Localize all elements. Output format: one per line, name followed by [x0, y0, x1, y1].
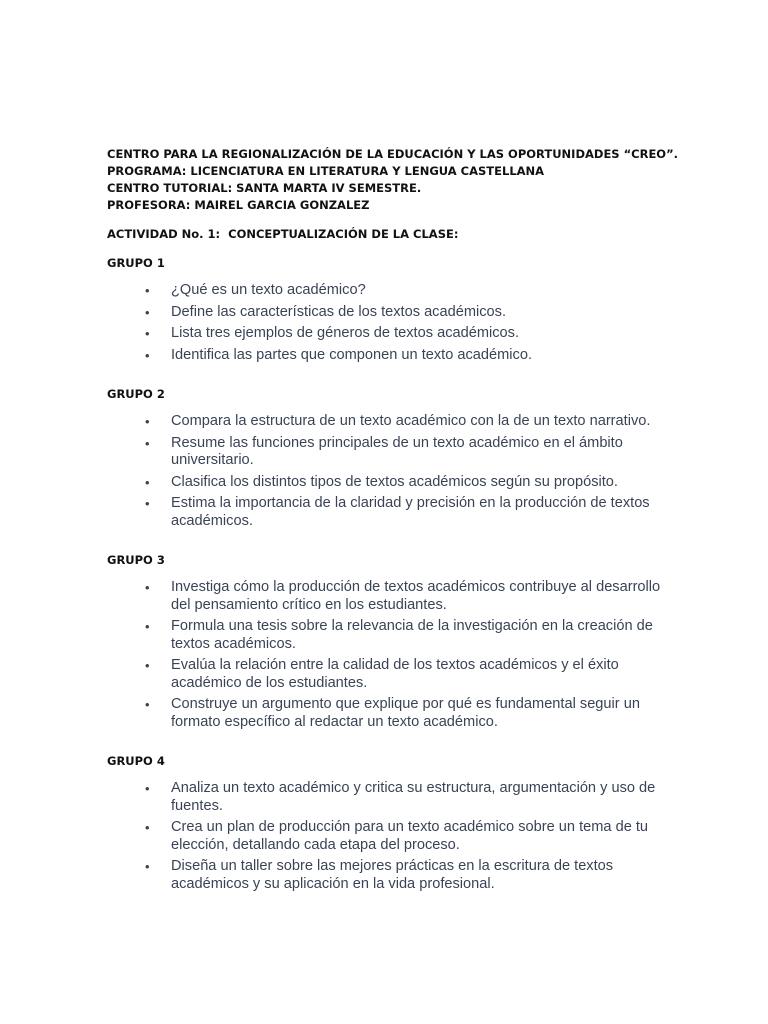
list-item-text: Crea un plan de producción para un texto académico sobre un tema de tu elección, detallando cada etapa del proceso.	[171, 819, 649, 853]
group-title: GRUPO 4	[107, 754, 165, 768]
list-item-text: Analiza un texto académico y critica su estructura, argumentación y uso de fuentes.	[171, 780, 656, 814]
list-item-text: Identifica las partes que componen un texto académico.	[171, 346, 533, 363]
bullet-icon: •	[145, 781, 150, 796]
group-title: GRUPO 3	[107, 553, 165, 567]
bullet-icon: •	[145, 326, 150, 341]
list-item	[145, 618, 668, 653]
list-item	[145, 474, 668, 492]
header-program: PROGRAMA: LICENCIATURA EN LITERATURA Y LENGUA CASTELLANA	[107, 164, 545, 178]
list-item	[145, 435, 668, 470]
group-title: GRUPO 2	[107, 387, 165, 401]
bullet-icon: •	[145, 496, 150, 511]
list-item-text: ¿Qué es un texto académico?	[171, 282, 366, 298]
list-item	[145, 657, 668, 692]
list-item-text: Compara la estructura de un texto académico con la de un texto narrativo.	[171, 413, 651, 429]
list-item-text: Estima la importancia de la claridad y precisión en la producción de textos académicos.	[171, 495, 650, 529]
bullet-icon: •	[145, 697, 150, 712]
list-item-text: Clasifica los distintos tipos de textos académicos según su propósito.	[171, 473, 618, 490]
list-item-text: Define las características de los textos académicos.	[171, 303, 506, 320]
group-2-list	[107, 413, 668, 530]
group-1	[107, 255, 668, 364]
list-item-text: Lista tres ejemplos de géneros de textos académicos.	[171, 325, 520, 341]
list-item	[145, 858, 668, 893]
bullet-icon: •	[145, 658, 150, 673]
list-item	[145, 819, 668, 854]
bullet-icon: •	[145, 474, 150, 490]
header-tutorial-center: CENTRO TUTORIAL: SANTA MARTA IV SEMESTRE.	[107, 181, 422, 195]
list-item	[145, 347, 668, 365]
list-item-text: Investiga cómo la producción de textos académicos contribuye al desarrollo del pensamiento crítico en los estudiantes.	[171, 579, 661, 613]
list-item-text: Resume las funciones principales de un texto académico en el ámbito universitario.	[171, 434, 623, 468]
list-item	[145, 579, 668, 614]
header-professor: PROFESORA: MAIREL GARCIA GONZALEZ	[107, 198, 370, 212]
group-3-list	[107, 579, 668, 731]
bullet-icon: •	[145, 304, 150, 320]
header-institution: CENTRO PARA LA REGIONALIZACIÓN DE LA EDUCACIÓN Y LAS OPORTUNIDADES “CREO”.	[107, 147, 678, 161]
list-item-text: Evalúa la relación entre la calidad de los textos académicos y el éxito académico de los estudiantes.	[171, 657, 619, 691]
list-item-text: Diseña un taller sobre las mejores prácticas en la escritura de textos académicos y su aplicación en la vida profesional.	[171, 858, 614, 892]
bullet-icon: •	[145, 619, 150, 634]
group-4	[107, 753, 668, 893]
bullet-icon: •	[145, 347, 150, 363]
bullet-icon: •	[145, 283, 150, 298]
list-item-text: Formula una tesis sobre la relevancia de la investigación en la creación de textos académicos.	[171, 618, 653, 652]
group-1-list	[107, 282, 668, 364]
list-item	[145, 304, 668, 322]
list-item	[145, 696, 668, 731]
list-item	[145, 325, 668, 343]
group-3	[107, 552, 668, 731]
list-item	[145, 282, 668, 300]
activity-title: ACTIVIDAD No. 1: CONCEPTUALIZACIÓN DE LA CLASE:	[107, 227, 459, 241]
list-item	[145, 780, 668, 815]
bullet-icon: •	[145, 580, 150, 595]
bullet-icon: •	[145, 414, 150, 429]
list-item-text: Construye un argumento que explique por qué es fundamental seguir un formato específico al redactar un texto académico.	[171, 696, 640, 730]
bullet-icon: •	[145, 859, 150, 874]
bullet-icon: •	[145, 435, 150, 451]
group-4-list	[107, 780, 668, 893]
list-item	[145, 495, 668, 530]
list-item	[145, 413, 668, 431]
group-2	[107, 386, 668, 530]
bullet-icon: •	[145, 820, 150, 835]
group-title: GRUPO 1	[107, 256, 165, 270]
document-header	[107, 146, 678, 214]
